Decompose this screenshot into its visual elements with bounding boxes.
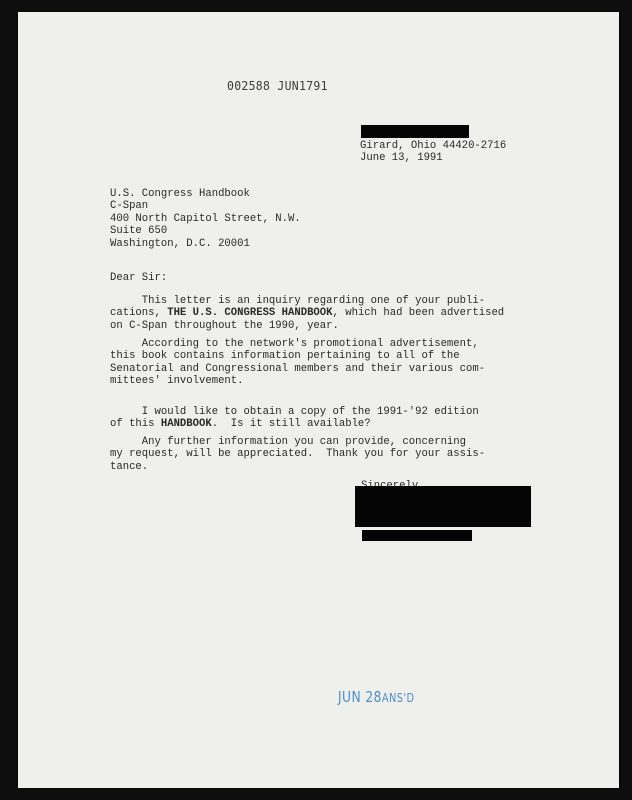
letter-date: June 13, 1991 [360,152,443,165]
paragraph-line: this book contains information pertaining to all of the [110,350,460,363]
redacted-signature [355,486,531,527]
paragraph-inquiry [110,295,504,332]
line-text: . Is it still available? [211,418,371,431]
handbook-title: THE U.S. CONGRESS HANDBOOK [167,307,333,320]
paragraph-line: on C-Span throughout the 1990, year. [110,319,339,332]
recipient-line: U.S. Congress Handbook [110,188,250,200]
paragraph-line: This letter is an inquiry regarding one of your publi- [110,295,486,307]
paragraph-line: Any further information you can provide, concerning [110,436,467,448]
line-text: , which had been advertised [332,307,505,320]
recipient-line: C-Span [110,200,149,213]
received-date-stamp: 002588 JUN1791 [227,78,328,93]
line-text: cations, [110,307,168,320]
paragraph-line [110,307,504,319]
answered-date-stamp [338,688,415,706]
answered-date: JUN 28 [338,688,382,706]
paragraph-line: According to the network's promotional advertisement, [110,338,479,350]
paragraph-line: mittees' involvement. [110,375,244,388]
sender-address [360,140,506,165]
paragraph-description [110,338,485,388]
paragraph-request [110,406,479,431]
redacted-sender-name [361,125,469,138]
paragraph-line: Senatorial and Congressional members and their various com- [110,362,486,375]
recipient-line: 400 North Capitol Street, N.W. [110,212,301,225]
recipient-line: Suite 650 [110,225,168,238]
answered-label: ANS'D [381,691,415,705]
handbook-word: HANDBOOK [160,418,212,431]
recipient-line: Washington, D.C. 20001 [110,237,250,250]
recipient-address [110,188,301,250]
sender-city-line: Girard, Ohio 44420-2716 [360,140,507,152]
paragraph-thanks [110,436,485,473]
paragraph-line: I would like to obtain a copy of the 1991-'92 edition [110,406,479,418]
paragraph-line: my request, will be appreciated. Thank you for your assis- [110,448,486,461]
redacted-typed-name [362,530,472,541]
letter-page [18,12,619,788]
salutation: Dear Sir: [110,272,168,284]
line-text: of this [110,418,161,431]
paragraph-line [110,418,479,430]
paragraph-line: tance. [110,460,149,473]
